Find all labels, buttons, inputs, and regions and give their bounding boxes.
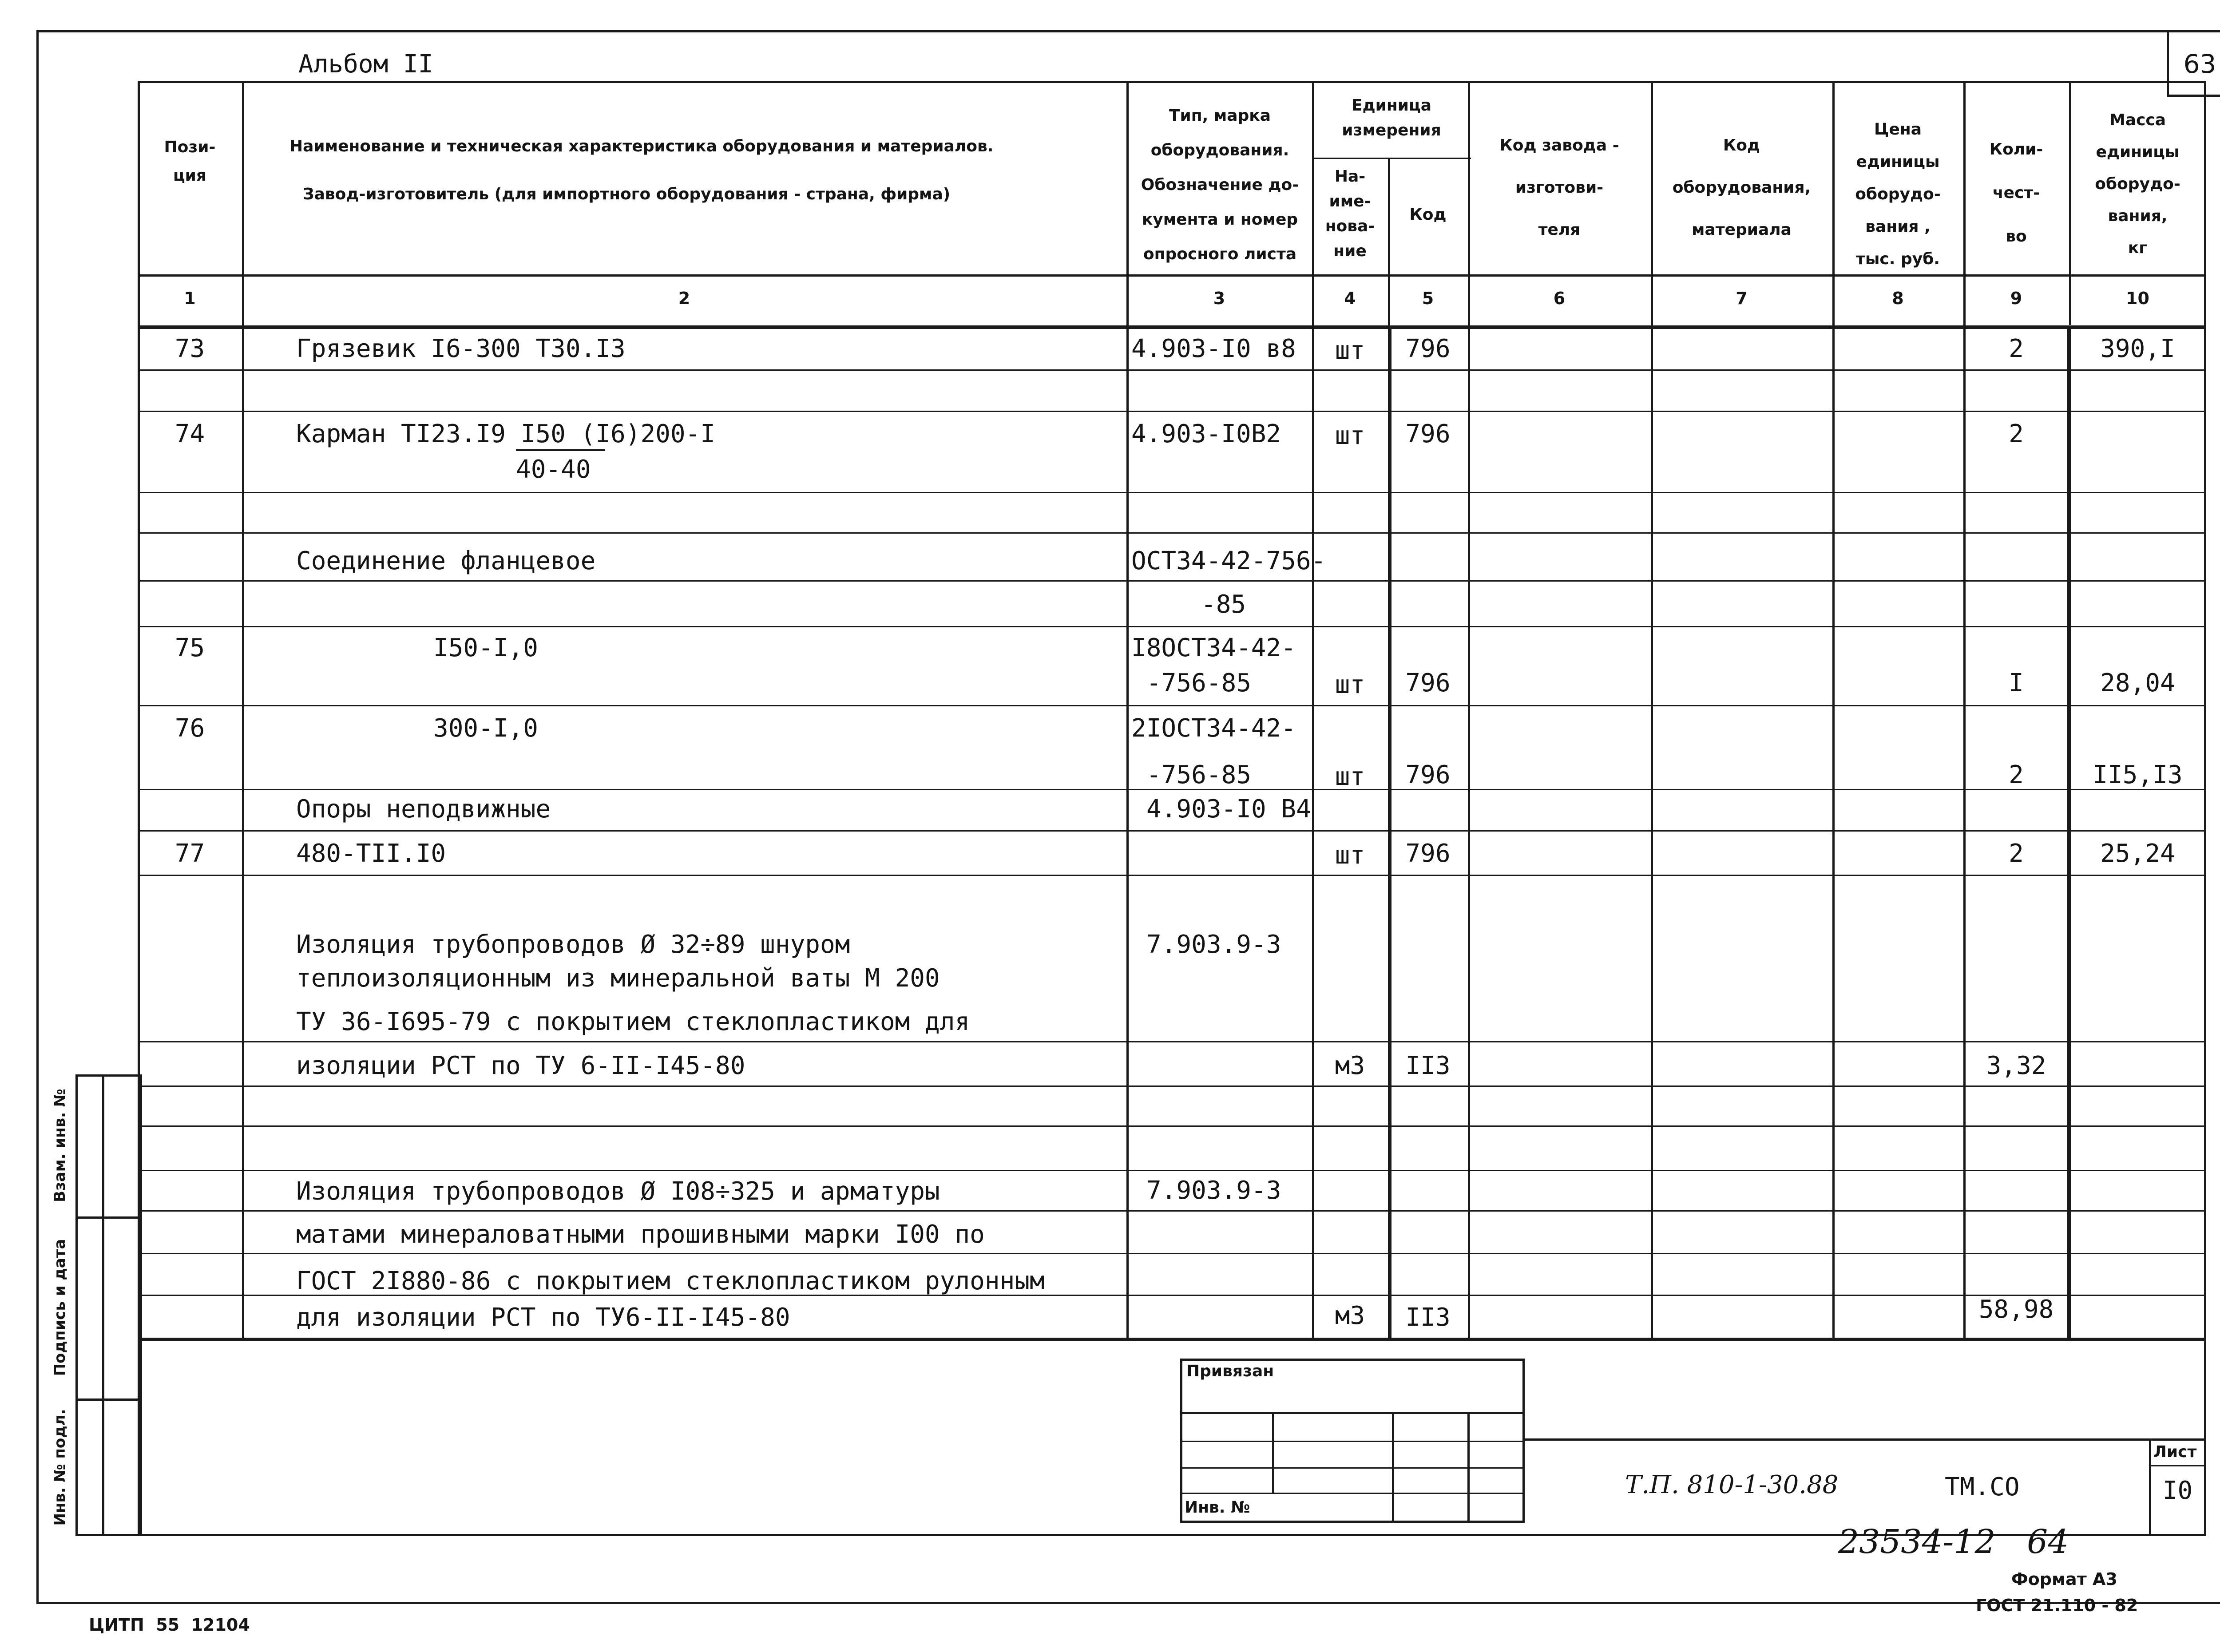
table-cell-code: II3 xyxy=(1405,1303,1451,1332)
col-number-6: 6 xyxy=(1553,289,1566,308)
header-factory-code: Код завода - изготови- теля xyxy=(1499,136,1619,239)
col-number-5: 5 xyxy=(1422,289,1434,308)
handwritten-number: 23534-12 64 xyxy=(1838,1523,2069,1561)
table-cell-quantity: 2 xyxy=(2009,334,2024,363)
side-strip xyxy=(75,1074,142,1536)
table-cell-type: 2IОСТ34-42- xyxy=(1131,714,1296,743)
table-cell-type: 7.903.9-3 xyxy=(1146,930,1281,959)
table-cell-type-cont: -756-85 xyxy=(1146,761,1252,789)
table-cell-name: ТУ 36-I695-79 с покрытием стеклопластиком для xyxy=(296,1007,970,1036)
table-cell-name: для изоляции РСТ по ТУ6-II-I45-80 xyxy=(296,1303,790,1332)
table-cell-quantity: I xyxy=(2009,669,2024,697)
album-title: Альбом II xyxy=(298,50,433,79)
table-cell-position: 73 xyxy=(174,334,205,363)
header-name-line1: Наименование и техническая характеристика оборудования и материалов. xyxy=(289,137,994,155)
col-number-3: 3 xyxy=(1213,289,1225,308)
table-cell-unit: шт xyxy=(1335,841,1365,870)
table-cell-name-denominator: 40-40 xyxy=(516,455,591,484)
table-cell-position: 76 xyxy=(174,714,205,743)
header-quantity: Коли- чест- во xyxy=(1989,140,2043,246)
table-cell-position: 77 xyxy=(174,839,205,868)
table-cell-mass: 28,04 xyxy=(2100,669,2175,697)
table-cell-position: 75 xyxy=(174,634,205,662)
stamp-mark: ТМ.СО xyxy=(1945,1473,2020,1501)
table-cell-type: ОСТ34-42-756- xyxy=(1131,547,1326,575)
table-cell-unit: м3 xyxy=(1335,1301,1365,1330)
table-cell-name: 300-I,0 xyxy=(433,714,539,743)
table-cell-name: Карман ТI23.I9 I50 (I6)200-I xyxy=(296,420,716,448)
col-number-9: 9 xyxy=(2010,289,2022,308)
side-label-original: Инв. № подл. xyxy=(51,1409,69,1526)
table-cell-code: II3 xyxy=(1405,1051,1451,1080)
table-cell-name: Грязевик I6-300 Т30.I3 xyxy=(296,334,626,363)
fraction-bar xyxy=(516,449,605,451)
col-number-8: 8 xyxy=(1892,289,1904,308)
table-cell-unit: шт xyxy=(1335,670,1365,699)
col-number-1: 1 xyxy=(184,289,196,308)
table-cell-mass: II5,I3 xyxy=(2093,761,2183,789)
table-cell-type-cont: -85 xyxy=(1201,590,1246,619)
table-cell-unit: шт xyxy=(1335,421,1365,450)
table-cell-unit: м3 xyxy=(1335,1051,1365,1080)
table-cell-code: 796 xyxy=(1405,761,1451,789)
table-cell-type: 4.903-I0 в8 xyxy=(1131,334,1296,363)
gost-label: ГОСТ 21.110 - 82 xyxy=(1976,1596,2138,1615)
col-number-10: 10 xyxy=(2126,289,2149,308)
header-equipment-code: Код оборудования, материала xyxy=(1672,136,1811,239)
header-unit-code: Код xyxy=(1409,206,1447,224)
format-label: Формат А3 xyxy=(2011,1569,2117,1589)
table-cell-quantity: 2 xyxy=(2009,761,2024,789)
header-type: Тип, марка оборудования. Обозначение до- кумента и номер опросного листа xyxy=(1141,107,1299,263)
table-cell-name: теплоизоляционным из минеральной ваты М 200 xyxy=(296,964,940,993)
table-cell-position: 74 xyxy=(174,420,205,448)
col-number-7: 7 xyxy=(1736,289,1748,308)
stamp-sheet-number: I0 xyxy=(2162,1476,2193,1505)
header-mass: Масса единицы оборудо- вания, кг xyxy=(2095,111,2180,257)
table-cell-name: Опоры неподвижные xyxy=(296,795,551,824)
header-position: Пози- ция xyxy=(164,138,216,185)
stamp-sheet-label: Лист xyxy=(2153,1443,2197,1461)
table-cell-name: Изоляция трубопроводов Ø I08÷325 и арматуры xyxy=(296,1177,940,1206)
table-cell-quantity: 58,98 xyxy=(1978,1295,2054,1324)
table-cell-unit: шт xyxy=(1335,762,1365,791)
table-cell-name: матами минераловатными прошивными марки I00 по xyxy=(296,1220,985,1249)
table-cell-name: I50-I,0 xyxy=(433,634,539,662)
stamp-document-code: Т.П. 810-1-30.88 xyxy=(1625,1470,1839,1499)
table-cell-name: Изоляция трубопроводов Ø 32÷89 шнуром xyxy=(296,930,850,959)
side-label-sign: Подпись и дата xyxy=(51,1239,69,1376)
table-cell-quantity: 3,32 xyxy=(1986,1051,2046,1080)
table-cell-type: 7.903.9-3 xyxy=(1146,1176,1281,1205)
header-price: Цена единицы оборудо- вания , тыс. руб. xyxy=(1855,120,1941,268)
table-cell-name: ГОСТ 2I880-86 с покрытием стеклопластиком рулонным xyxy=(296,1267,1045,1295)
table-cell-type-cont: -756-85 xyxy=(1146,669,1252,697)
table-cell-code: 796 xyxy=(1405,839,1451,868)
stamp-bound-label: Привязан xyxy=(1186,1362,1274,1380)
col-number-2: 2 xyxy=(678,289,690,308)
table-cell-code: 796 xyxy=(1405,420,1451,448)
side-label-replace: Взам. инв. № xyxy=(51,1089,69,1202)
header-name-line2: Завод-изготовитель (для импортного оборудования - страна, фирма) xyxy=(303,185,951,203)
table-cell-name: изоляции РСТ по ТУ 6-II-I45-80 xyxy=(296,1051,745,1080)
table-cell-name: 480-ТII.I0 xyxy=(296,839,446,868)
table-cell-mass: 25,24 xyxy=(2100,839,2175,868)
printer-code: ЦИТП 55 12104 xyxy=(89,1615,250,1635)
col-number-4: 4 xyxy=(1344,289,1356,308)
table-cell-code: 796 xyxy=(1405,334,1451,363)
page-number: 63 xyxy=(2183,49,2216,79)
table-cell-quantity: 2 xyxy=(2009,420,2024,448)
table-cell-type: I8ОСТ34-42- xyxy=(1131,634,1296,662)
table-cell-name: Соединение фланцевое xyxy=(296,547,596,575)
table-cell-mass: 390,I xyxy=(2100,334,2175,363)
table-cell-type: 4.903-I0 В4 xyxy=(1146,795,1311,824)
header-unit: Единица измерения xyxy=(1342,96,1441,139)
table-cell-code: 796 xyxy=(1405,669,1451,697)
stamp-inv-label: Инв. № xyxy=(1185,1498,1250,1517)
table-cell-type: 4.903-I0B2 xyxy=(1131,420,1281,448)
table-cell-quantity: 2 xyxy=(2009,839,2024,868)
table-cell-unit: шт xyxy=(1335,336,1365,365)
header-unit-name: На- име- нова- ние xyxy=(1325,167,1375,260)
